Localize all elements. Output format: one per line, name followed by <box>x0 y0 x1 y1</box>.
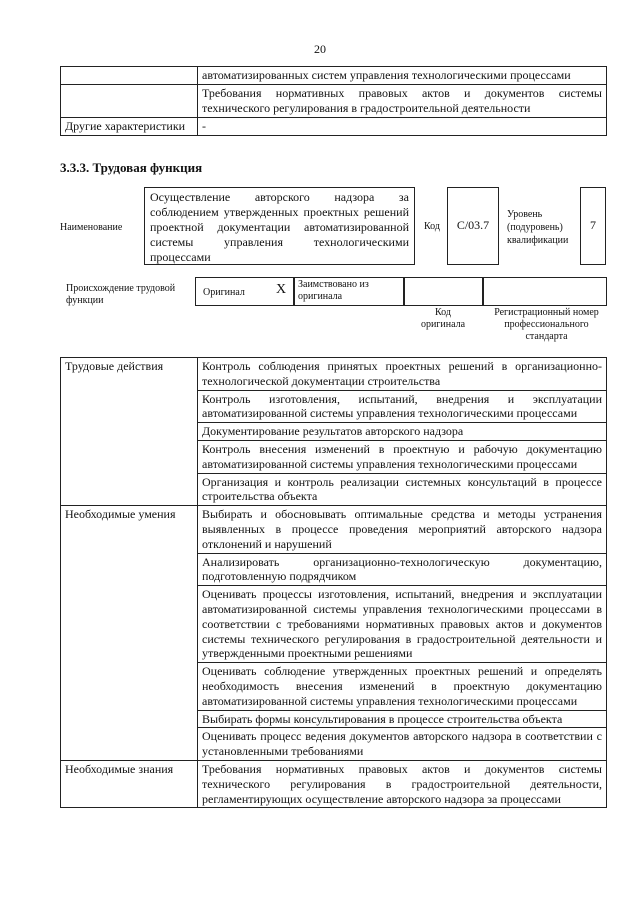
table-cell: Выбирать и обосновывать оптимальные средства и методы устранения выявленных в процессе проведения мероприятий авторского надзора отклонений и нарушений <box>198 506 607 553</box>
table-row <box>61 473 607 506</box>
table-row <box>61 390 607 423</box>
table-row <box>61 85 607 118</box>
table-cell: Контроль внесения изменений в проектную и рабочую документацию автоматизированной системы управления технологическими процессами <box>198 440 607 473</box>
level-value: 7 <box>580 187 606 265</box>
table-row <box>61 663 607 710</box>
table-row <box>61 440 607 473</box>
table-row <box>61 553 607 586</box>
name-label: Наименование <box>60 222 123 233</box>
table-cell: Выбирать формы консультирования в процессе строительства объекта <box>198 710 607 728</box>
row-label <box>61 85 198 118</box>
reg-number-caption: Регистрационный номер профессионального стандарта <box>494 307 599 342</box>
table-cell: Оценивать процесс ведения документов авторского надзора в соответствии с установленными требованиями <box>198 728 607 761</box>
code-label: Код <box>424 221 440 232</box>
table-row <box>61 710 607 728</box>
table-row <box>61 506 607 553</box>
table-row <box>61 586 607 663</box>
table-row <box>61 358 607 391</box>
table-cell: Контроль соблюдения принятых проектных решений в организационно-технологической документации строительства <box>198 358 607 391</box>
name-value: Осуществление авторского надзора за соблюдением утвержденных проектных решений проектной документации автоматизированной системы управления технологическими процессами <box>144 187 415 265</box>
continuation-table <box>60 66 607 136</box>
group-label: Необходимые умения <box>61 506 198 553</box>
divider <box>482 277 484 306</box>
table-row <box>61 423 607 441</box>
table-row <box>61 67 607 85</box>
row-text: Требования нормативных правовых актов и документов системы технического регулирования в градостроительной деятельности <box>198 85 607 118</box>
table-row <box>61 760 607 807</box>
table-cell: Оценивать процессы изготовления, испытаний, внедрения и эксплуатации автоматизированной системы управления технологическими процессами в соответствии с требованиями нормативных правовых актов и документов системы технического регулирования в градостроительной деятельности и утвержденными проектными решениями <box>198 586 607 663</box>
code-value: C/03.7 <box>447 187 499 265</box>
borrowed-label: Заимствовано из оригинала <box>298 279 369 302</box>
table-cell: Оценивать соблюдение утвержденных проектных решений и определять необходимость внесения изменений в проектную документацию автоматизированной системы управления технологическими процессами <box>198 663 607 710</box>
row-label: Другие характеристики <box>61 118 198 136</box>
group-label: Трудовые действия <box>61 358 198 391</box>
level-label: Уровень (подуровень) квалификации <box>507 209 569 246</box>
original-mark: X <box>276 282 287 297</box>
group-label: Необходимые знания <box>61 760 198 807</box>
table-row <box>61 118 607 136</box>
section-heading: 3.3.3. Трудовая функция <box>60 160 203 175</box>
origin-label: Происхождение трудовой функции <box>66 283 176 306</box>
table-row <box>61 728 607 761</box>
page-number: 20 <box>314 42 326 56</box>
original-label: Оригинал <box>203 287 245 298</box>
table-cell: Требования нормативных правовых актов и документов системы технического регулирования в градостроительной деятельности, регламентирующих осуществление авторского надзора за процессами <box>198 760 607 807</box>
main-table <box>60 357 607 808</box>
table-cell: Организация и контроль реализации системных консультаций в процессе строительства объекта <box>198 473 607 506</box>
row-text: - <box>198 118 607 136</box>
row-label <box>61 67 198 85</box>
table-cell: Анализировать организационно-технологическую документацию, подготовленную подрядчиком <box>198 553 607 586</box>
table-cell: Контроль изготовления, испытаний, внедрения и эксплуатации автоматизированной системы управления технологическими процессами <box>198 390 607 423</box>
table-cell: Документирование результатов авторского надзора <box>198 423 607 441</box>
divider <box>403 277 405 306</box>
code-original-caption: Код оригинала <box>420 307 466 330</box>
row-text: автоматизированных систем управления технологическими процессами <box>198 67 607 85</box>
divider <box>293 277 295 306</box>
